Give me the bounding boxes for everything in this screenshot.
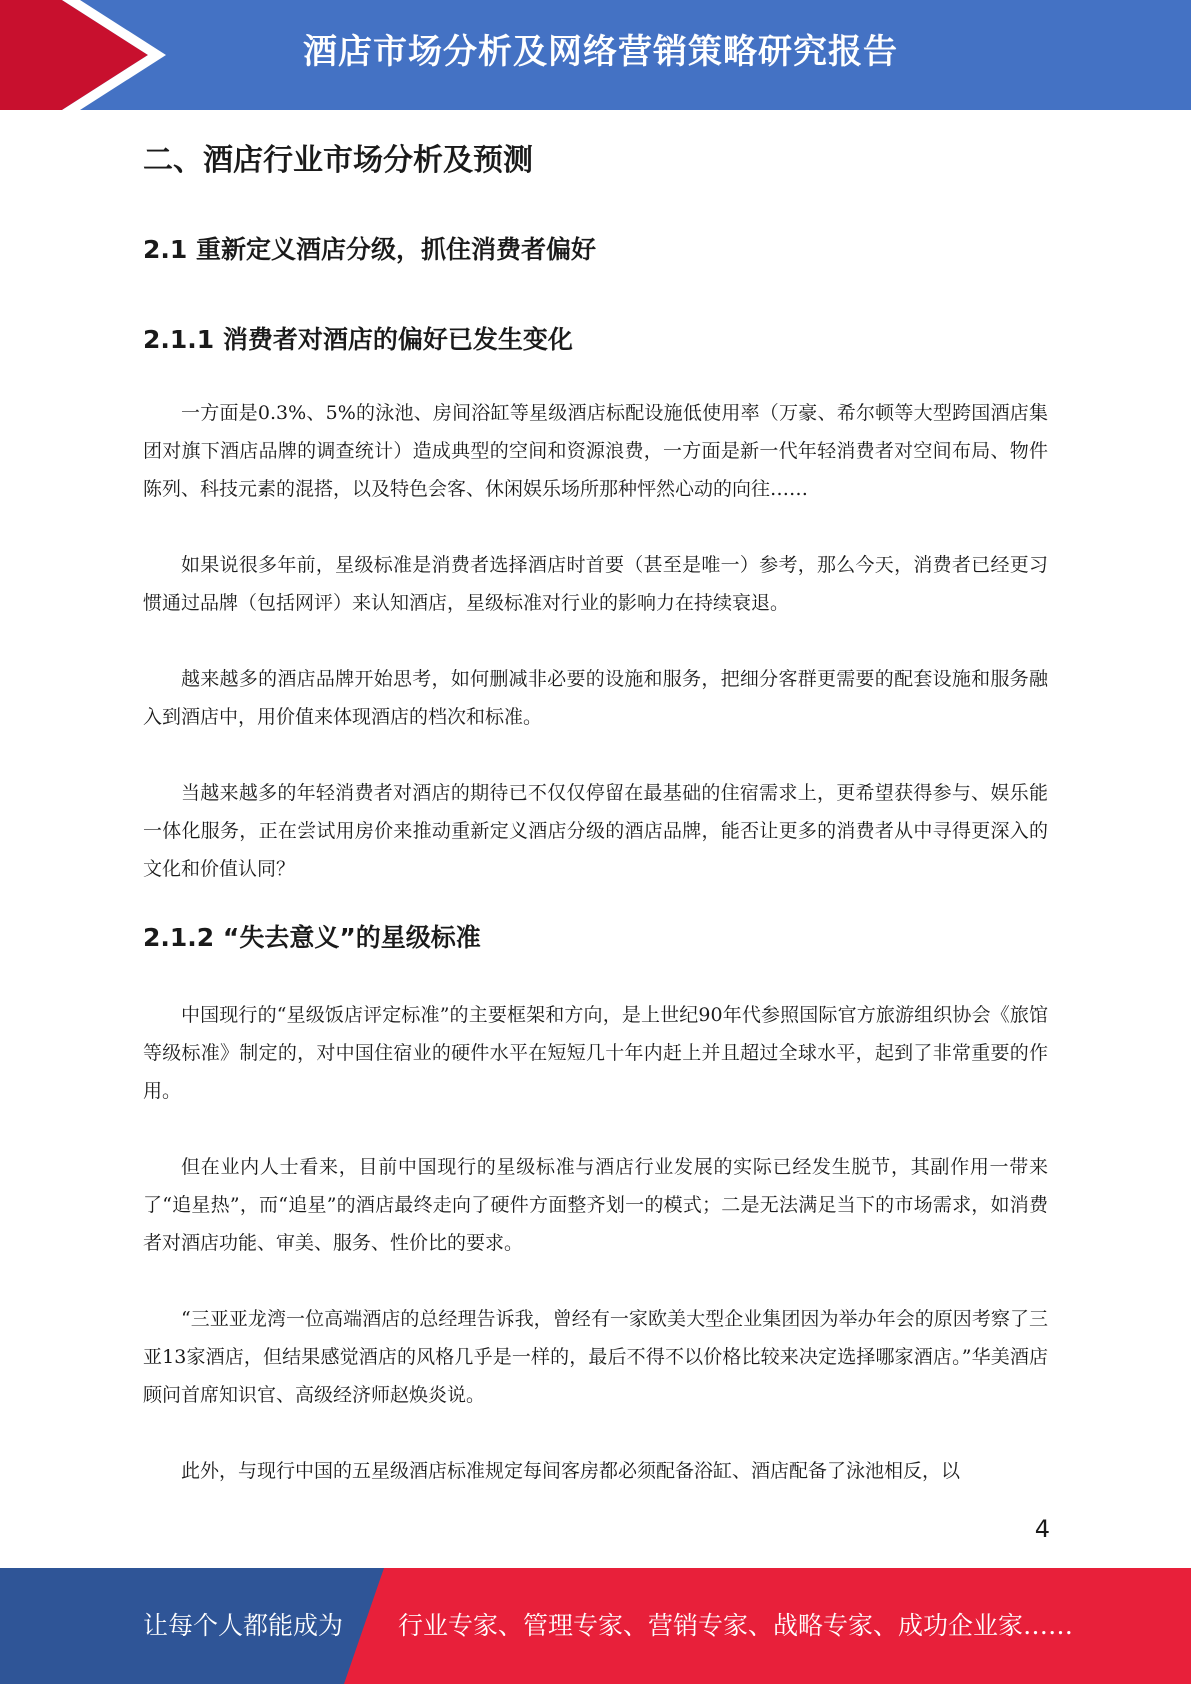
page-number: 4 bbox=[1034, 1515, 1050, 1543]
subsection-heading-2-1-2: 2.1.2 “失去意义”的星级标准 bbox=[143, 923, 481, 952]
paragraph: 一方面是0.3%、5%的泳池、房间浴缸等星级酒店标配设施低使用率（万豪、希尔顿等大型跨国酒店集团对旗下酒店品牌的调查统计）造成典型的空间和资源浪费，一方面是新一代年轻消费者对空间布局、物件陈列、科技元素的混搭，以及特色会客、休闲娱乐场所那种怦然心动的向往…… bbox=[143, 402, 1048, 500]
paragraph: 但在业内人士看来，目前中国现行的星级标准与酒店行业发展的实际已经发生脱节，其副作用一带来了“追星热”，而“追星”的酒店最终走向了硬件方面整齐划一的模式；二是无法满足当下的市场需求，如消费者对酒店功能、审美、服务、性价比的要求。 bbox=[143, 1156, 1048, 1254]
paragraph: 当越来越多的年轻消费者对酒店的期待已不仅仅停留在最基础的住宿需求上，更希望获得参与、娱乐能一体化服务，正在尝试用房价来推动重新定义酒店分级的酒店品牌，能否让更多的消费者从中寻得更深入的文化和价值认同？ bbox=[143, 782, 1048, 880]
footer-slogan-right: 行业专家、管理专家、营销专家、战略专家、成功企业家…… bbox=[398, 1611, 1074, 1640]
report-title: 酒店市场分析及网络营销策略研究报告 bbox=[303, 32, 898, 72]
paragraph: “三亚亚龙湾一位高端酒店的总经理告诉我，曾经有一家欧美大型企业集团因为举办年会的原因考察了三亚13家酒店，但结果感觉酒店的风格几乎是一样的，最后不得不以价格比较来决定选择哪家酒店。”华美酒店顾问首席知识官、高级经济师赵焕炎说。 bbox=[143, 1308, 1048, 1406]
paragraph: 此外，与现行中国的五星级酒店标准规定每间客房都必须配备浴缸、酒店配备了泳池相反，以 bbox=[181, 1460, 961, 1482]
report-header-band bbox=[0, 0, 1191, 110]
page-content bbox=[143, 135, 1048, 1490]
report-footer-band bbox=[0, 1568, 1191, 1684]
paragraph: 中国现行的“星级饭店评定标准”的主要框架和方向，是上世纪90年代参照国际官方旅游组织协会《旅馆等级标准》制定的，对中国住宿业的硬件水平在短短几十年内赶上并且超过全球水平，起到了非常重要的作用。 bbox=[143, 1004, 1048, 1102]
section-heading: 二、酒店行业市场分析及预测 bbox=[143, 143, 533, 178]
footer-slogan-left: 让每个人都能成为 bbox=[143, 1611, 344, 1640]
paragraph: 如果说很多年前，星级标准是消费者选择酒店时首要（甚至是唯一）参考，那么今天，消费者已经更习惯通过品牌（包括网评）来认知酒店，星级标准对行业的影响力在持续衰退。 bbox=[143, 554, 1048, 614]
subsection-heading-2-1-1: 2.1.1 消费者对酒店的偏好已发生变化 bbox=[143, 325, 573, 354]
subsection-heading-2-1: 2.1 重新定义酒店分级，抓住消费者偏好 bbox=[143, 235, 596, 264]
paragraph: 越来越多的酒店品牌开始思考，如何删减非必要的设施和服务，把细分客群更需要的配套设施和服务融入到酒店中，用价值来体现酒店的档次和标准。 bbox=[143, 668, 1048, 728]
